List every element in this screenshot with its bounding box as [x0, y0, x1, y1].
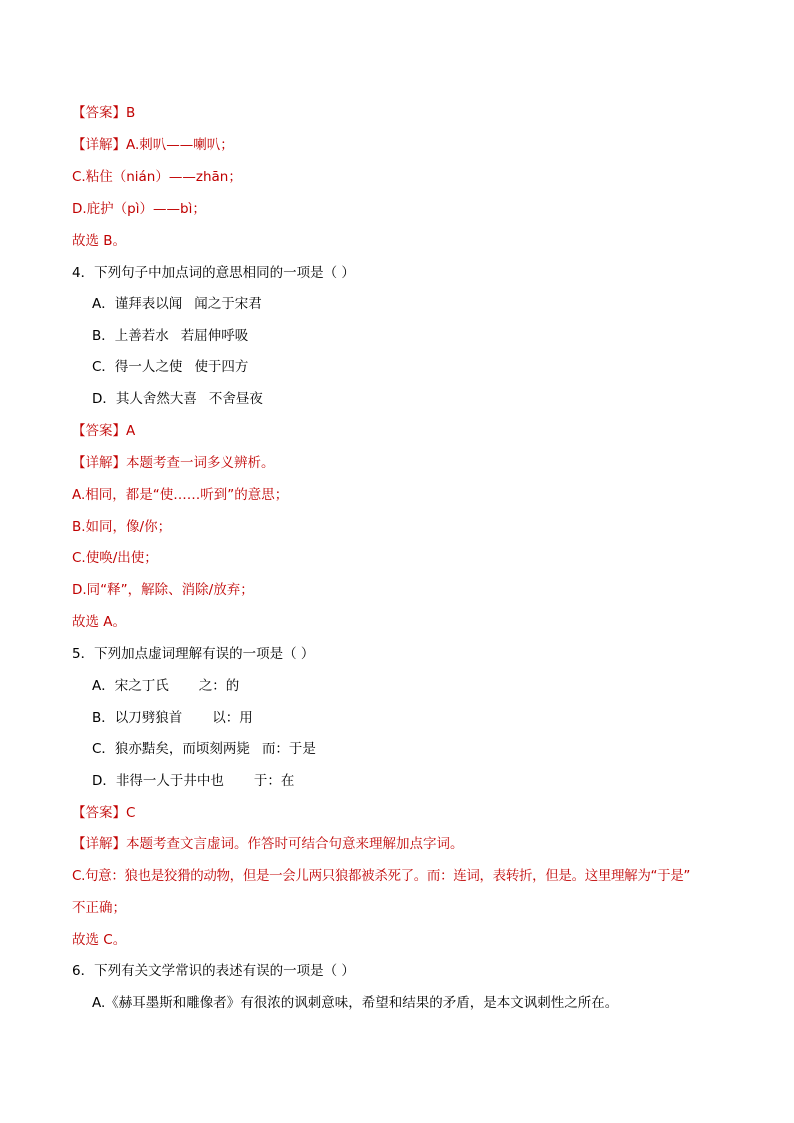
detail-text: 本题考查一词多义辨析。	[126, 455, 275, 471]
option-line	[92, 708, 253, 728]
detail-text: C.粘住（nián）——zhān；	[72, 169, 242, 185]
detail-text: 本题考查文言虚词。作答时可结合句意来理解加点字词。	[126, 836, 464, 852]
detail-line	[72, 453, 275, 473]
answer-value: B	[126, 105, 136, 121]
option-line	[92, 294, 262, 314]
option-text: B．以刀劈狼首	[92, 710, 183, 726]
conclusion-text: 故选 A。	[72, 614, 127, 630]
option-text: 之：的	[198, 678, 240, 694]
detail-text: C.句意：狼也是狡猾的动物，但是一会儿两只狼都被杀死了。而：连词，表转折，但是。这里理解为“于是”	[72, 868, 691, 884]
detail-text: A.相同，都是“使……听到”的意思；	[72, 487, 289, 503]
option-text: 以：用	[212, 710, 253, 726]
detail-label: 【详解】	[72, 836, 126, 852]
answer-label: 【答案】	[72, 105, 126, 121]
option-text: A．谨拜表以闻	[92, 296, 183, 312]
conclusion-text: 故选 B。	[72, 233, 127, 249]
option-text: 闻之于宋君	[194, 296, 262, 312]
answer-value: C	[126, 805, 136, 821]
answer-label: 【答案】	[72, 805, 126, 821]
option-text: 而：于是	[261, 741, 316, 757]
conclusion-text: 故选 C。	[72, 932, 127, 948]
option-line	[92, 357, 248, 377]
option-text: 使于四方	[194, 359, 249, 375]
answer-line	[72, 421, 135, 441]
question-stem: 4．下列句子中加点词的意思相同的一项是（ ）	[72, 265, 355, 281]
detail-text: A.刺叭——喇叭；	[126, 137, 234, 153]
option-text: B．上善若水	[92, 328, 169, 344]
option-line	[92, 326, 248, 346]
detail-line	[72, 834, 464, 854]
detail-text: D.庇护（pì）——bì；	[72, 201, 206, 217]
option-text: D．非得一人于井中也	[92, 773, 224, 789]
question-stem: 6．下列有关文学常识的表述有误的一项是（ ）	[72, 963, 355, 979]
answer-line	[72, 803, 135, 823]
option-text: D．其人舍然大喜	[92, 391, 197, 407]
question-stem: 5．下列加点虚词理解有误的一项是（ ）	[72, 646, 315, 662]
option-text: C．狼亦黠矣，而顷刻两毙	[92, 741, 250, 757]
detail-label: 【详解】	[72, 455, 126, 471]
detail-text: 不正确；	[72, 900, 126, 916]
detail-text: C.使唤/出使；	[72, 550, 158, 566]
option-text: A.《赫耳墨斯和雕像者》有很浓的讽刺意味，希望和结果的矛盾，是本文讽刺性之所在。	[92, 995, 619, 1011]
detail-text: B.如同，像/你；	[72, 519, 172, 535]
option-line	[92, 771, 294, 791]
option-line	[92, 676, 239, 696]
option-text: 于：在	[253, 773, 295, 789]
option-text: 不舍昼夜	[208, 391, 263, 407]
answer-line	[72, 103, 135, 123]
option-text: C．得一人之使	[92, 359, 183, 375]
detail-line	[72, 135, 234, 155]
detail-text: D.同“释”，解除、消除/放弃；	[72, 582, 254, 598]
option-line	[92, 739, 316, 759]
option-text: 若屈伸呼吸	[180, 328, 249, 344]
answer-value: A	[126, 423, 136, 439]
option-line	[92, 389, 263, 409]
answer-label: 【答案】	[72, 423, 126, 439]
detail-label: 【详解】	[72, 137, 126, 153]
option-text: A．宋之丁氏	[92, 678, 169, 694]
